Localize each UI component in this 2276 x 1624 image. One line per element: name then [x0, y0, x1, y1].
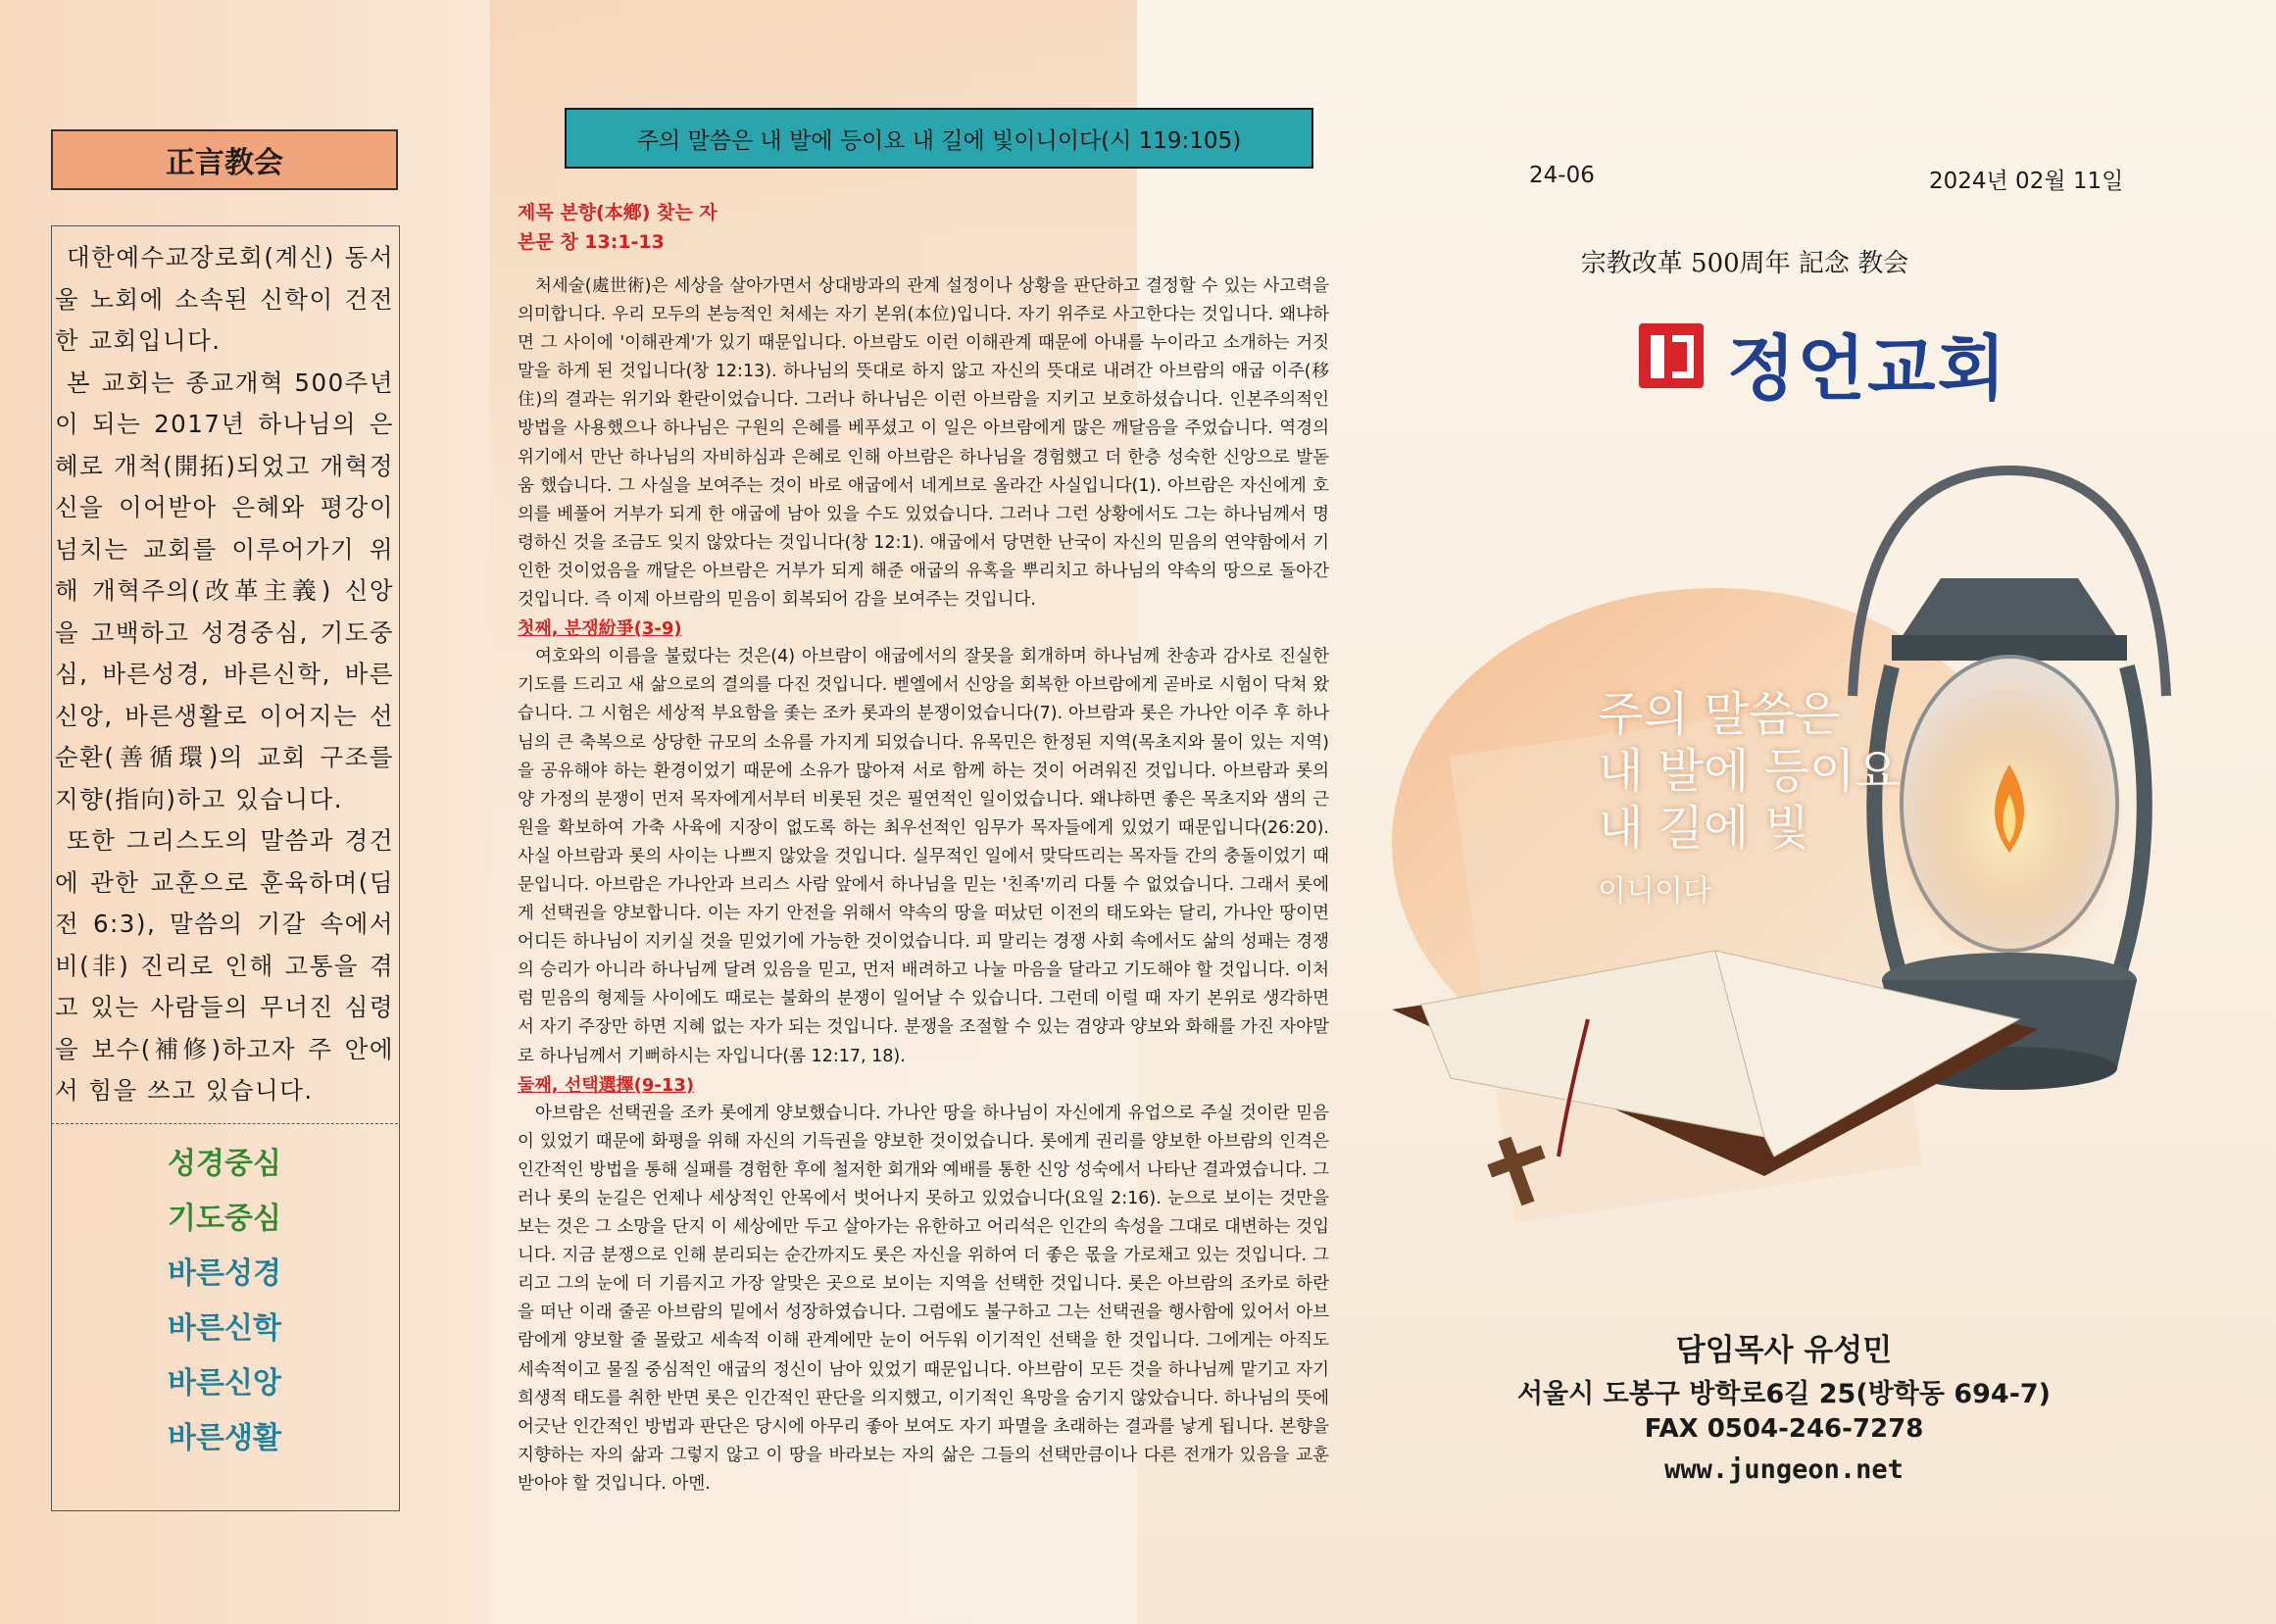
verse-banner: 주의 말씀은 내 발에 등이요 내 길에 빛이니이다(시 119:105) — [565, 108, 1313, 169]
lantern-top-cap — [1902, 578, 2117, 637]
intro-paragraph-3: 또한 그리스도의 말씀과 경건에 관한 교훈으로 훈육하며(딤전 6:3), 말씀의 기갈 속에서 비(非) 진리로 인해 고통을 겪고 있는 사람들의 무너진 심령을 보수(補修)하고자 주 안에서 힘을 쓰고 있습니다. — [55, 826, 394, 1105]
pastor-name: 담임목사 유성민 — [1675, 1333, 1893, 1368]
intro-text — [55, 237, 394, 1112]
core-value-item: 성경중심 — [168, 1147, 281, 1181]
phrase-line-3: 내 길에 빛 — [1598, 801, 1809, 856]
sermon-text-reference: 본문 창 13:1-13 — [518, 231, 665, 253]
issue-number: 24-06 — [1529, 163, 1595, 188]
church-hanja-title: 正言教会 — [51, 129, 398, 190]
illustration-phrase — [1598, 686, 1931, 920]
sermon-paragraph: 처세술(處世術)은 세상을 살아가면서 상대방과의 관계 설정이나 상황을 판단하고 결정할 수 있는 사고력을 의미합니다. 우리 모두의 본능적인 처세는 자기 본위(本位)입니다. 자기 위주로 사고한다는 것입니다. 왜냐하면 그 사이에 '이해관계'가 있기 때문입니다. 아브람도 이런 이해관계 때문에 아내를 누이라고 소개하는 거짓말을 하게 된 것입니다(창 12:13). 하나님의 뜻대로 하지 않고 자신의 뜻대로 내려간 아브람의 애굽 이주(移住)의 결과는 위기와 환란이었습니다. 그러나 하나님은 이런 아브람을 지키고 보호하셨습니다. 인본주의적인 방법을 사용했으나 하나님은 구원의 은혜를 베푸셨고 이 일은 아브람에게 많은 깨달음을 주었습니다. 역경의 위기에서 만난 하나님의 자비하심과 은혜로 인해 아브람은 하나님을 경험했고 더 한층 성숙한 신앙으로 발돋움 했습니다. 그 사실을 보여주는 것이 바로 애굽에서 네게브로 올라간 사실입니다(1). 아브람은 자신에게 호의를 베풀어 거부가 되게 한 애굽에 남아 있을 수도 있었습니다. 그러나 그런 상황에서도 그는 하나님께서 명령하신 것을 조금도 잊지 않았다는 것입니다(창 12:1). 애굽에서 당면한 난국이 자신의 믿음의 연약함에서 기인한 것이었음을 깨달은 아브람은 거부가 되게 해준 애굽의 유혹을 뿌리치고 하나님의 약속의 땅으로 돌아간 것입니다. 즉 이제 아브람의 믿음이 회복되어 감을 보여주는 것입니다. — [518, 276, 1329, 611]
fax-number: FAX 0504-246-7278 — [1644, 1414, 1924, 1444]
church-logo-icon — [1639, 323, 1704, 388]
core-value-item: 바른성경 — [168, 1256, 281, 1291]
sermon-paragraph: 여호와의 이름을 불렀다는 것은(4) 아브람이 애굽에서의 잘못을 회개하며 하나님께 찬송과 감사로 진실한 기도를 드리고 새 삶으로의 결의를 다진 것입니다. 벧엘에서 신앙을 회복한 아브람에게 곧바로 시험이 닥쳐 왔습니다. 그 시험은 세상적 부요함을 좇는 조카 롯과의 분쟁이었습니다(7). 아브람과 롯은 가나안 이주 후 하나님의 큰 축복으로 상당한 규모의 소유를 가지게 되었습니다. 유목민은 한정된 지역(목초지와 물이 있는 지역)을 공유해야 하는 환경이었기 때문에 소유가 많아져 서로 함께 하는 것이 어려워진 것입니다. 아브람과 롯의 양 가정의 분쟁이 먼저 목자에게서부터 비롯된 것은 필연적인 일이었습니다. 왜냐하면 좋은 목초지와 샘의 근원을 확보하여 가축 사육에 지장이 없도록 하는 최우선적인 임무가 목자들에게 있었기 때문입니다(26:20). 사실 아브람과 롯의 사이는 나쁘지 않았을 것입니다. 실무적인 일에서 맞닥뜨리는 목자들 간의 충돌이었기 때문입니다. 아브람은 가나안과 브리스 사람 앞에서 하나님을 믿는 '친족'끼리 다툴 수 없었습니다. 그래서 롯에게 선택권을 양보합니다. 이는 자기 안전을 위해서 약속의 땅을 떠났던 이전의 태도와는 달리, 가나안 땅이면 어디든 하나님이 지키실 것을 믿었기에 가능한 것이었습니다. 피 말리는 경쟁 사회 속에서도 삶의 성패는 경쟁의 승리가 아니라 하나님께 달려 있음을 믿고, 먼저 배려하고 나눌 마음을 달라고 기도해야 할 것입니다. 이처럼 믿음의 형제들 사이에도 때로는 불화의 분쟁이 일어날 수 있습니다. 그런데 이럴 때 자기 본위로 생각하면서 자기 주장만 하면 지혜 없는 자가 되는 것입니다. 분쟁을 조절할 수 있는 겸양과 양보와 화해를 가진 자야말로 하나님께서 기뻐하시는 자입니다(롬 12:17, 18). — [518, 647, 1329, 1066]
bulletin-cover — [1137, 0, 2276, 1624]
sermon-paragraph: 아브람은 선택권을 조카 롯에게 양보했습니다. 가나안 땅을 하나님이 자신에게 유업으로 주실 것이란 믿음이 있었기 때문에 화평을 위해 자신의 기득권을 양보한 것이었습니다. 롯에게 권리를 양보한 아브람의 인격은 인간적인 방법을 통해 실패를 경험한 후에 철저한 회개와 예배를 통한 신앙 성숙에서 나타난 결과였습니다. 그러나 롯의 눈길은 언제나 세상적인 안목에서 벗어나지 못하고 있었습니다(요일 2:16). 눈으로 보이는 것만을 보는 것은 그 소망을 단지 이 세상에만 두고 살아가는 유한하고 어리석은 인간의 속성을 그대로 대변하는 것입니다. 지금 분쟁으로 인해 분리되는 순간까지도 롯은 자신을 위하여 더 좋은 몫을 가로채고 있는 것입니다. 그리고 그의 눈에 더 기름지고 가장 알맞은 곳으로 보이는 지역을 선택한 것입니다. 롯은 아브람의 조카로 하란을 떠난 이래 줄곧 아브람의 밑에서 성장하였습니다. 그럼에도 불구하고 그는 선택권을 행사함에 있어서 아브람에게 양보할 줄 몰랐고 세속적 이해 관계에만 눈이 어두워 이기적인 선택을 한 것입니다. 그에게는 아직도 세속적이고 물질 중심적인 애굽의 정신이 남아 있었기 때문입니다. 아브람이 모든 것을 하나님께 맡기고 자기 희생적 태도를 취한 반면 롯은 인간적인 판단을 의지했고, 이기적인 욕망을 숨기지 않았습니다. 하나님의 뜻에 어긋난 인간적인 방법과 판단은 당시에 아무리 좋아 보여도 자기 파멸을 초래하는 결과를 낳게 됩니다. 본향을 지향하는 자의 삶과 그렇지 않고 이 땅을 바라보는 자의 삶은 그들의 선택만큼이나 다른 전개가 있음을 교훈 받아야 할 것입니다. 아멘. — [518, 1103, 1329, 1494]
sermon-header — [518, 198, 1008, 257]
core-values-list — [51, 1137, 398, 1466]
phrase-line-1: 주의 말씀은 — [1598, 687, 1841, 742]
phrase-line-2: 내 발에 등이요 — [1598, 744, 1901, 799]
core-value-item: 바른신학 — [168, 1311, 281, 1346]
website-link[interactable]: www.jungeon.net — [1664, 1454, 1904, 1485]
intro-paragraph-1: 대한예수교장로회(계신) 동서울 노회에 소속된 신학이 건전한 교회입니다. — [55, 243, 394, 355]
cover-subtitle: 宗教改革 500周年 記念 教会 — [1580, 249, 1909, 278]
issue-date: 2024년 02월 11일 — [1929, 169, 2124, 194]
church-address: 서울시 도봉구 방학로6길 25(방학동 694-7) — [1516, 1379, 2052, 1409]
phrase-line-4: 이니이다 — [1598, 874, 1711, 909]
sermon-section-heading: 둘째, 선택選擇(9-13) — [518, 1074, 695, 1096]
intro-paragraph-2: 본 교회는 종교개혁 500주년이 되는 2017년 하나님의 은혜로 개척(開拓)되었고 개혁정신을 이어받아 은혜와 평강이 넘치는 교회를 이루어가기 위해 개혁주의(改革主義) 신앙을 고백하고 성경중심, 기도중심, 바른성경, 바른신학, 바른신앙, 바른생활로 이어지는 선순환(善循環)의 교회 구조를 지향(指向)하고 있습니다. — [55, 368, 394, 813]
core-value-item: 바른생활 — [168, 1421, 281, 1455]
intro-divider — [51, 1123, 398, 1124]
sermon-section-heading: 첫째, 분쟁紛爭(3-9) — [518, 618, 682, 640]
core-value-item: 기도중심 — [168, 1202, 281, 1236]
sermon-title: 제목 본향(本鄕) 찾는 자 — [518, 202, 717, 223]
core-value-item: 바른신앙 — [168, 1366, 281, 1401]
church-name: 정언교회 — [1727, 327, 2008, 410]
